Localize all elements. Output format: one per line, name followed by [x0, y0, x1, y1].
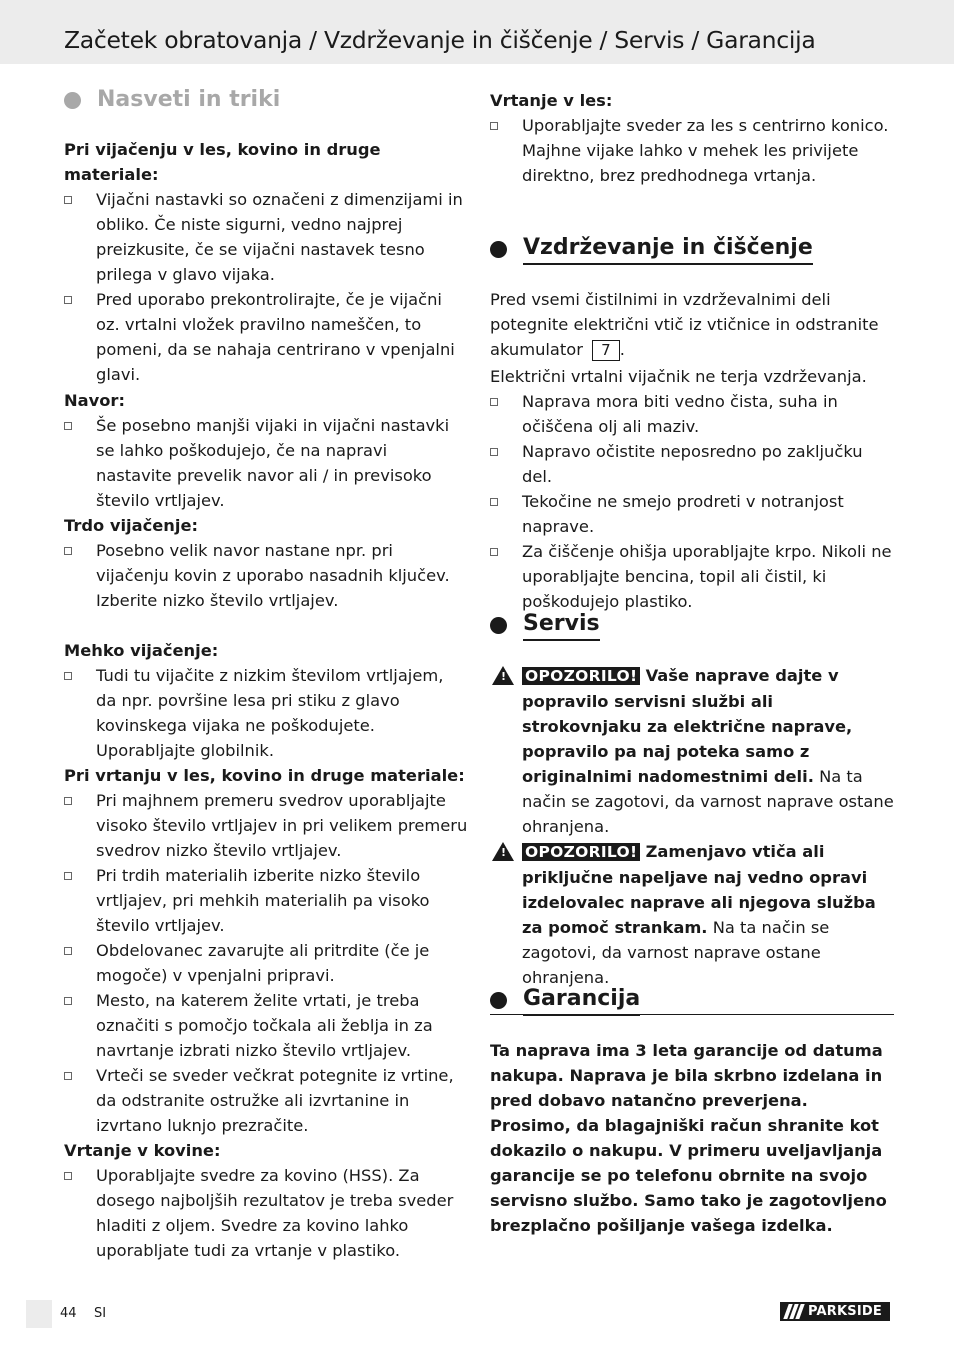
checkbox-bullet-icon [490, 548, 498, 556]
warning-notice: ! OPOZORILO! Vaše naprave dajte v popravilo servisni službi ali strokovnjaku za električne naprave, popravilo pa naj poteka samo z originalnimi nadomestnimi deli. Na ta način se zagotovi, da varnost naprave ostane ohranjena. [490, 663, 894, 839]
checkbox-bullet-icon [64, 672, 72, 680]
subheading: Trdo vijačenje: [64, 516, 199, 535]
checkbox-bullet-icon [64, 1072, 72, 1080]
tips-block-drilling [64, 763, 468, 1138]
list-item: Mesto, na katerem želite vrtati, je treba označiti s pomočjo točkala ali žeblja in za navrtanje izbrati nizko število vrtljajev. [64, 988, 468, 1063]
tips-block-hard-screwing [64, 513, 468, 613]
maintenance-list [490, 364, 894, 614]
list-item: Vijačni nastavki so označeni z dimenzijami in obliko. Če niste sigurni, vedno najprej preizkusite, če se vijačni nastavek tesno prilega v glavo vijaka. [64, 187, 468, 287]
list-item: Pri majhnem premeru svedrov uporabljajte visoko število vrtljajev in pri velikem premeru svedrov nizko število vrtljajev. [64, 788, 468, 863]
tips-block-soft-screwing [64, 638, 468, 763]
subheading: Navor: [64, 391, 125, 410]
section-maintenance-heading [490, 234, 813, 265]
list-item: Tekočine ne smejo prodreti v notranjost naprave. [490, 489, 894, 539]
checkbox-bullet-icon [490, 398, 498, 406]
maintenance-intro: Pred vsemi čistilnimi in vzdrževalnimi deli potegnite električni vtič iz vtičnice in odstranite akumulator 7 . [490, 290, 879, 359]
footer-marker [26, 1300, 52, 1328]
section-bullet-icon [64, 92, 81, 109]
service-body [490, 663, 894, 990]
checkbox-bullet-icon [64, 1172, 72, 1180]
section-warranty-heading [490, 985, 640, 1016]
checkbox-bullet-icon [490, 122, 498, 130]
checkbox-bullet-icon [64, 997, 72, 1005]
section-title: Vzdrževanje in čiščenje [523, 234, 813, 265]
list-item: Vrteči se sveder večkrat potegnite iz vrtine, da odstranite ostružke ali izvrtanine in izvrtano luknjo prezračite. [64, 1063, 468, 1138]
warranty-text: Ta naprava ima 3 leta garancije od datuma nakupa. Naprava je bila skrbno izdelana in pred dobavo natančno preverjena. Prosimo, da blagajniški račun shranite kot dokazilo o nakupu. V primeru uveljavljanja garancije se po telefonu obrnite na svojo servisno službo. Samo tako je zagotovljeno brezplačno pošiljanje vašega izdelka. [490, 1041, 887, 1235]
checkbox-bullet-icon [64, 872, 72, 880]
maintenance-note: Električni vrtalni vijačnik ne terja vzdrževanja. [490, 367, 867, 386]
section-bullet-icon [490, 617, 507, 634]
list-item: Napravo očistite neposredno po zaključku del. [490, 439, 894, 489]
list-item: Naprava mora biti vedno čista, suha in očiščena olj ali maziv. [490, 389, 894, 439]
subheading: Pri vrtanju v les, kovino in druge materiale: [64, 766, 465, 785]
page-title: Začetek obratovanja / Vzdrževanje in čiščenje / Servis / Garancija [64, 26, 816, 54]
section-title: Nasveti in triki [97, 87, 281, 112]
tips-block-wood [490, 88, 894, 188]
section-tips-heading [64, 86, 280, 115]
brand-name: PARKSIDE [808, 1304, 882, 1319]
list-item: Pri trdih materialih izberite nizko število vrtljajev, pri mehkih materialih pa visoko število vrtljajev. [64, 863, 468, 938]
brand-logo [780, 1302, 890, 1321]
tips-block-metal [64, 1138, 468, 1263]
warning-badge: OPOZORILO! [522, 843, 640, 861]
list-item: Posebno velik navor nastane npr. pri vijačenju kovin z uporabo nasadnih ključev. Izberite nizko število vrtljajev. [64, 538, 468, 613]
section-title: Garancija [523, 985, 640, 1016]
checkbox-bullet-icon [490, 448, 498, 456]
maintenance-body [490, 287, 894, 362]
section-title: Servis [523, 610, 600, 641]
tips-block-torque [64, 388, 468, 513]
checkbox-bullet-icon [64, 296, 72, 304]
figure-ref: 7 [592, 340, 620, 361]
page-number: 44 [60, 1306, 77, 1321]
section-bullet-icon [490, 241, 507, 258]
warning-notice: ! OPOZORILO! Zamenjavo vtiča ali priključne napeljave naj vedno opravi izdelovalec naprave ali njegova služba za pomoč strankam. Na ta način se zagotovi, da varnost naprave ostane ohranjena. [490, 839, 894, 990]
checkbox-bullet-icon [64, 947, 72, 955]
language-code: SI [94, 1306, 107, 1321]
warning-triangle-icon: ! [492, 842, 514, 861]
warranty-rule [490, 1014, 894, 1015]
tips-block-general [64, 137, 468, 387]
checkbox-bullet-icon [64, 797, 72, 805]
list-item: Za čiščenje ohišja uporabljajte krpo. Nikoli ne uporabljajte bencina, topil ali čistil, ki poškodujejo plastiko. [490, 539, 894, 614]
section-bullet-icon [490, 992, 507, 1009]
subheading: Vrtanje v kovine: [64, 1141, 221, 1160]
warning-triangle-icon: ! [492, 666, 514, 685]
section-service-heading [490, 610, 600, 641]
list-item: Uporabljajte sveder za les s centrirno konico. Majhne vijake lahko v mehek les privijete direktno, brez predhodnega vrtanja. [490, 113, 894, 188]
checkbox-bullet-icon [64, 196, 72, 204]
logo-stripes-icon [780, 1302, 806, 1321]
checkbox-bullet-icon [490, 498, 498, 506]
subheading: Vrtanje v les: [490, 91, 613, 110]
list-item: Tudi tu vijačite z nizkim številom vrtljajem, da npr. površine lesa pri stiku z glavo kovinskega vijaka ne poškodujete. Uporabljajte globilnik. [64, 663, 468, 763]
list-item: Pred uporabo prekontrolirajte, če je vijačni oz. vrtalni vložek pravilno nameščen, to pomeni, da se nahaja centrirano v vpenjalni glavi. [64, 287, 468, 387]
subheading: Pri vijačenju v les, kovino in druge materiale: [64, 140, 381, 184]
warning-badge: OPOZORILO! [522, 667, 640, 685]
checkbox-bullet-icon [64, 422, 72, 430]
subheading: Mehko vijačenje: [64, 641, 219, 660]
list-item: Še posebno manjši vijaki in vijačni nastavki se lahko poškodujejo, če na napravi nastavite prevelik navor ali / in previsoko število vrtljajev. [64, 413, 468, 513]
warranty-body [490, 1038, 894, 1238]
list-item: Obdelovanec zavarujte ali pritrdite (če je mogoče) v vpenjalni pripravi. [64, 938, 468, 988]
checkbox-bullet-icon [64, 547, 72, 555]
list-item: Uporabljajte svedre za kovino (HSS). Za dosego najboljših rezultatov je treba sveder hladiti z oljem. Svedre za kovino lahko uporabljate tudi za vrtanje v plastiko. [64, 1163, 468, 1263]
